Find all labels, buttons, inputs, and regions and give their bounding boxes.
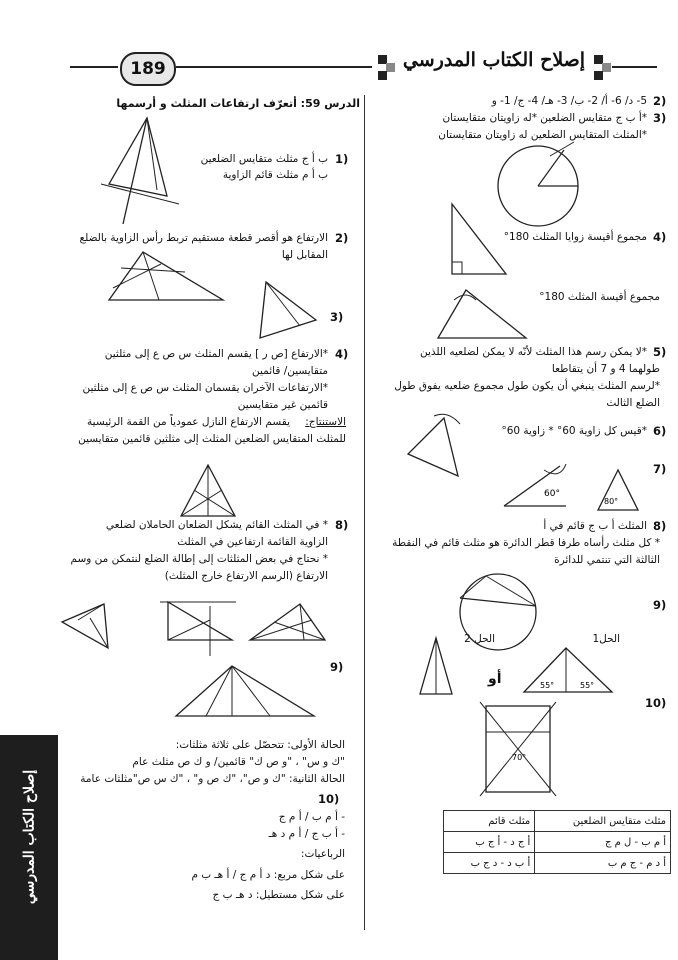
r-q4-number: 4): [653, 230, 667, 244]
q9-line-3: الحالة الثانية: "ك و ص"، "ك ص و" ، "ك س ص"مثلثات عامة: [80, 773, 345, 785]
q4-line-4: قائمين غير متقايسين: [237, 399, 328, 411]
page-number: 189: [120, 52, 176, 86]
q10-line-4: على شكل مربع: د أ م ج / أ هـ ب م: [191, 869, 345, 881]
r-q2-number: 2): [653, 94, 667, 108]
table-row: [444, 832, 671, 853]
table-row: [444, 853, 671, 874]
table-cell: أ د م - ج م ب: [535, 853, 671, 874]
q9-line-2: "ك و س" ، "و ص ك" قائمين/ و ك ص مثلث عام: [132, 756, 345, 768]
r-q9-solution-1: الحل1: [592, 633, 620, 645]
r-q9-angle-55-b: 55°: [580, 681, 595, 690]
q4-line-1: *الارتفاع [ص ر ] يقسم المثلث س ص ع إلى مثلثين: [104, 348, 328, 360]
r-q7-number: 7): [653, 462, 667, 476]
side-banner: [0, 735, 58, 960]
r-q3-number: 3): [653, 111, 667, 125]
r-q4-figure-2: [432, 286, 532, 342]
q8-line-2: الزاوية القائمة ارتفاعين في المثلث: [177, 536, 328, 548]
r-q10-figure: [478, 700, 558, 798]
r-q4-line-2: مجموع أقيسة المثلث 180°: [539, 291, 660, 303]
q2-number: 2): [335, 231, 349, 245]
q9-figure: [170, 662, 320, 722]
q10-number: 10): [318, 792, 340, 806]
r-q3-line-1: *أ ب ج متقايس الضلعين *له زاويتان متقايستان: [442, 112, 647, 124]
r-q10-number: 10): [645, 696, 667, 710]
q8-figures: [60, 598, 340, 658]
q4-line-6: للمثلث المتقايس الضلعين المثلث إلى مثلثين قائمين متقايسين: [78, 433, 346, 445]
q4-line-3: *الارتفاعات الآخران يقسمان المثلث س ص ع إلى مثلثين: [82, 382, 328, 394]
q8-number: 8): [335, 518, 349, 532]
q1-line-1: ب أ ج مثلث متقايس الضلعين: [200, 153, 328, 165]
r-q3-line-2: *المثلث المتقايس الضلعين له زاويتان متقايستان: [438, 129, 647, 141]
q1-line-2: ب أ م مثلث قائم الزاوية: [222, 169, 328, 181]
table-header-cell: مثلث قائم: [444, 811, 535, 832]
r-q7-angle-60: 60°: [544, 489, 560, 499]
r-q5-number: 5): [653, 345, 667, 359]
q10-line-5: على شكل مستطيل: د هـ ب ج: [212, 889, 345, 901]
q10-line-1: - أ م ب / أ م ج: [278, 811, 345, 823]
table-cell: أ م ب - ل م ج: [535, 832, 671, 853]
r-q9-number: 9): [653, 598, 667, 612]
q8-line-4: الارتفاع (الرسم الارتفاع خارج المثلث): [164, 570, 328, 582]
q4-line-2: متقايسين/ قائمين: [251, 365, 328, 377]
q4-conclusion-label: الاستنتاج:: [305, 416, 346, 428]
q10-line-3: الرباعيات:: [300, 848, 345, 860]
q9-number: 9): [330, 660, 344, 674]
table-header-cell: مثلث متقايس الضلعين: [535, 811, 671, 832]
r-q5-line-1: *لا يمكن رسم هذا المثلث لأنّه لا يمكن لضلعيه اللذين: [419, 346, 647, 358]
r-q9-figure-1: [416, 636, 456, 698]
column-divider: [364, 95, 365, 930]
r-q8-line-2: * كل مثلث رأساه طرفا قطر الدائرة هو مثلث قائم في النقطة: [392, 537, 660, 549]
r-q10-angle-70: 70°: [512, 753, 527, 762]
r-q6-line: *قيس كل زاوية 60° * زاوية 60°: [501, 425, 647, 437]
q8-line-1: * في المثلث القائم يشكل الضلعان الحاملان لضلعي: [105, 519, 328, 531]
r-q9-angle-55-a: 55°: [540, 681, 555, 690]
q4-line-5: يقسم الارتفاع النازل عمودياً من القمة الرئيسية: [87, 416, 290, 428]
q10-line-2: - أ ب ج / أ م د هـ: [268, 828, 345, 840]
q4-number: 4): [335, 347, 349, 361]
q2-figure: [105, 248, 230, 308]
table-cell: أ ج د - أ ج ب: [444, 832, 535, 853]
side-banner-label: إصلاح الكتاب المدرسي: [21, 769, 38, 905]
r-q6-number: 6): [653, 424, 667, 438]
q8-line-3: * نحتاج في بعض المثلثات إلى إطالة الضلع لنتمكن من وسم: [70, 553, 328, 565]
r-q6-figure: [404, 414, 476, 480]
lesson-title: الدرس 59: أتعرّف ارتفاعات المثلث و أرسمها: [116, 97, 360, 110]
table-cell: أ ب د - د ج ب: [444, 853, 535, 874]
q2-line-2: المقابل لها: [281, 249, 328, 261]
table-header-row: [444, 811, 671, 832]
r-q7-figure: [500, 456, 645, 516]
r-q5-line-4: الضلع الثالث: [606, 397, 660, 409]
q3-number: 3): [330, 310, 344, 324]
q1-figure: [95, 112, 185, 232]
r-q2-line: 5- د/ 6- أ/ 2- ب/ 3- هـ/ 4- ج/ 1- و: [491, 95, 647, 107]
r-q8-line-1: المثلث أ ب ج قائم في أ: [543, 520, 647, 532]
q9-line-1: الحالة الأولى: تتحصّل على ثلاثة مثلثات:: [175, 739, 345, 751]
r-q7-angle-80: 80°: [604, 497, 619, 506]
q4-figure: [178, 462, 238, 522]
r-q4-line-1: مجموع أقيسة زوايا المثلث 180°: [503, 231, 647, 243]
r-q8-number: 8): [653, 519, 667, 533]
r-q8-line-3: الثالثة التي تنتمي للدائرة: [554, 554, 660, 566]
r-q9-figure-2: [520, 646, 616, 698]
q2-line-1: الارتفاع هو أقصر قطعة مستقيم تربط رأس الزاوية بالضلع: [79, 232, 328, 244]
r-q9-or: أو: [488, 671, 502, 687]
page-title: إصلاح الكتاب المدرسي: [402, 49, 586, 71]
r-q5-line-2: طولهما 4 و 7 أن يتقاطعا: [551, 363, 660, 375]
q1-number: 1): [335, 152, 349, 166]
r-q5-line-3: *لرسم المثلث ينبغي أن يكون طول مجموع ضلعيه يفوق طول: [394, 380, 660, 392]
q3-figure: [258, 278, 328, 343]
answer-table: [443, 810, 671, 874]
r-q9-solution-2: الحل 2: [464, 633, 495, 645]
